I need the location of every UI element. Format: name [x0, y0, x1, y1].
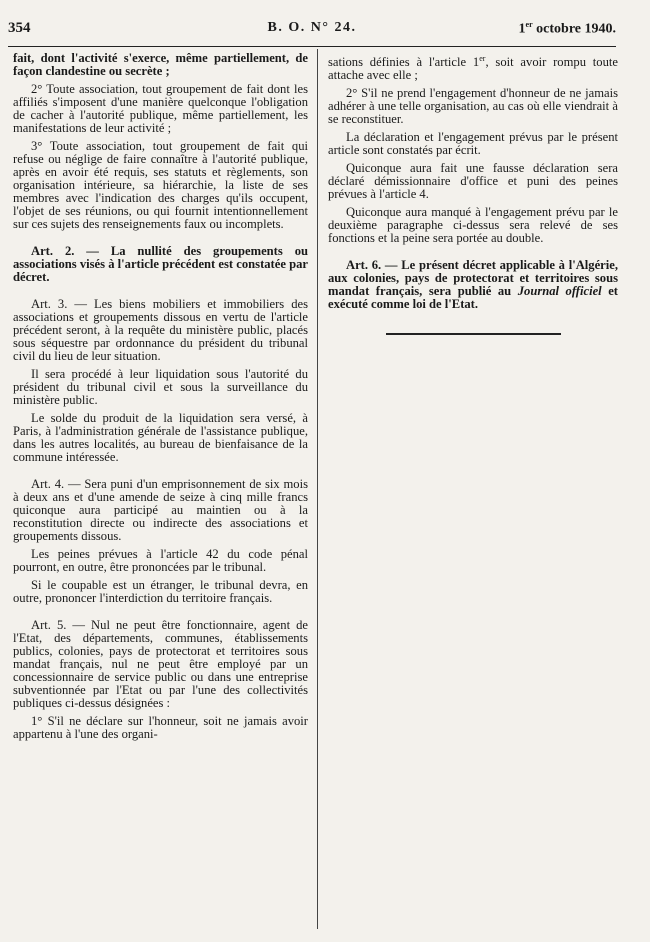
paragraph: 1° S'il ne déclare sur l'honneur, soit ne jamais avoir appartenu à l'une des organi-: [13, 714, 308, 741]
paragraph: La déclaration et l'engagement prévus par le présent article sont constatés par écrit.: [328, 130, 618, 158]
paragraph: 2° Toute association, tout groupement de fait dont les affiliés s'imposent d'une manière quelconque l'obligation de cacher à l'autorité publique, même partiellement, les manifestations de leur activité ;: [13, 82, 308, 135]
paragraph: Quiconque aura manqué à l'engagement prévu par le deuxième paragraphe ci-dessus sera relevé de ses fonctions et la peine sera portée au double.: [328, 205, 618, 246]
paragraph: Le solde du produit de la liquidation sera versé, à Paris, à l'administration générale de l'assistance publique, dans les autres localités, au bureau de bienfaisance de la commune intéressée.: [13, 411, 308, 464]
paragraph: Les peines prévues à l'article 42 du code pénal pourront, en outre, être prononcées par le tribunal.: [13, 547, 308, 574]
paragraph: 3° Toute association, tout groupement de fait qui refuse ou néglige de faire connaître à l'autorité publique, après en avoir été requis, ses statuts et règlements, son organisation intérieure, sa hiérarchie, la liste de ses membres avec l'indication des charges qu'ils occupent, l'objet de ses réunions, ou qui fournit intentionnellement sur ces sujets des renseignements faux ou incomplets.: [13, 139, 308, 231]
paragraph: sations définies à l'article 1er, soit avoir rompu toute attache avec elle ;: [328, 54, 618, 83]
paragraph: Il sera procédé à leur liquidation sous l'autorité du président du tribunal civil et sous la surveillance du ministère public.: [13, 367, 308, 407]
issue-date: 1er octobre 1940.: [518, 20, 616, 37]
column-divider: [317, 49, 318, 929]
paragraph: 2° S'il ne prend l'engagement d'honneur de ne jamais adhérer à une telle organisation, au cas où elle viendrait à se reconstituer.: [328, 86, 618, 127]
header-rule: [8, 46, 616, 47]
article-4: Art. 4. — Sera puni d'un emprisonnement de six mois à deux ans et d'une amende de seize à cinq mille francs quiconque aura participé au maintien ou à la reconstitution directe ou indirecte des associations et groupements dissous.: [13, 477, 308, 543]
closing-rule: [386, 333, 561, 335]
article-5: Art. 5. — Nul ne peut être fonctionnaire, agent de l'Etat, des départements, communes, établissements publics, colonies, pays de protectorat et territoires sous mandat français, nul ne peut être employé par un concessionnaire de service public ou dans une entreprise subventionnée par l'Etat ou par l'une des collectivités publiques ci-dessus désignées :: [13, 618, 308, 710]
article-6: Art. 6. — Le présent décret applicable à l'Algérie, aux colonies, pays de protectorat et territoires sous mandat français, sera publié au Journal officiel et exécuté comme loi de l'Etat.: [328, 258, 618, 312]
paragraph: Quiconque aura fait une fausse déclaration sera déclaré démissionnaire d'office et puni des peines prévues à l'article 4.: [328, 161, 618, 202]
paragraph: fait, dont l'activité s'exerce, même partiellement, de façon clandestine ou secrète ;: [13, 51, 308, 78]
page-header: [8, 20, 616, 42]
article-2: Art. 2. — La nullité des groupements ou associations visés à l'article précédent est constatée par décret.: [13, 244, 308, 284]
bulletin-title: B. O. N° 24.: [267, 20, 357, 35]
article-3: Art. 3. — Les biens mobiliers et immobiliers des associations et groupements dissous en vertu de l'article précédent seront, à la requête du ministère public, placés sous séquestre par ordonnance du président du tribunal civil du lieu de leur situation.: [13, 297, 308, 363]
right-column: [328, 52, 618, 335]
left-column: [13, 52, 308, 746]
paragraph: Si le coupable est un étranger, le tribunal devra, en outre, prononcer l'interdiction du territoire français.: [13, 578, 308, 605]
page-number: 354: [8, 20, 31, 36]
